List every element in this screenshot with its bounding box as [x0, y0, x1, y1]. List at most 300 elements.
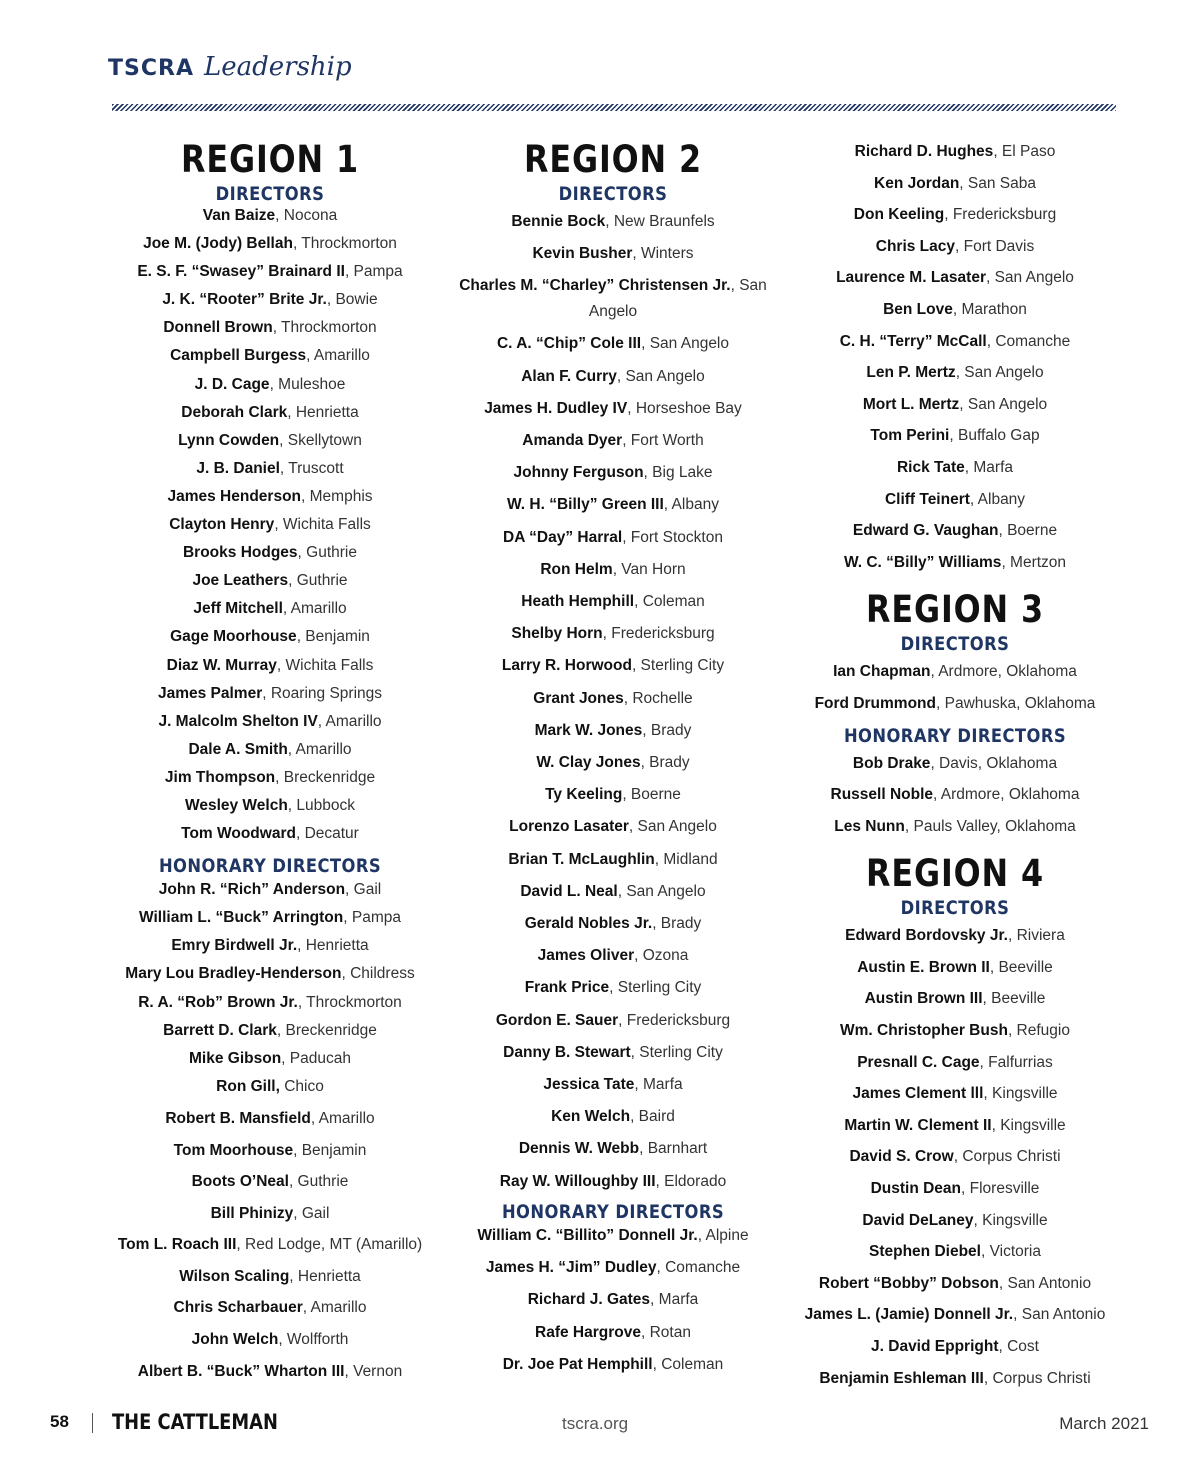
director-name: Ben Love — [883, 300, 953, 318]
director-location: , Boerne — [998, 522, 1058, 540]
director-location: , Beeville — [982, 990, 1046, 1008]
director-name: Mark W. Jones — [534, 721, 643, 739]
director-location: , Floresville — [961, 1180, 1040, 1198]
director-name: David S. Crow — [849, 1148, 954, 1166]
director-location: , Pauls Valley, Oklahoma — [904, 817, 1076, 835]
region-4-heading: REGION 4 — [866, 852, 1044, 896]
director-name: Robert “Bobby” Dobson — [818, 1274, 999, 1292]
brand-label: TSCRA — [108, 56, 194, 81]
director-name: Clayton Henry — [169, 516, 275, 534]
director-location: , Throckmorton — [272, 319, 377, 337]
region-2-directors-list — [453, 206, 773, 1198]
director-location: , San Saba — [959, 174, 1036, 192]
director-entry — [108, 1045, 432, 1073]
director-name: J. Malcolm Shelton IV — [158, 712, 318, 730]
director-entry — [453, 489, 773, 521]
director-entry — [453, 650, 773, 682]
director-location: , Big Lake — [643, 464, 713, 482]
director-name: James Oliver — [537, 947, 635, 965]
director-name: Tom Woodward — [181, 825, 296, 843]
section-title: Leadership — [203, 52, 352, 82]
director-entry — [795, 326, 1115, 358]
director-entry — [795, 420, 1115, 452]
director-location: , San Angelo — [955, 364, 1044, 382]
director-entry — [795, 1205, 1115, 1237]
director-entry — [453, 683, 773, 715]
director-entry — [108, 820, 432, 848]
director-entry — [108, 399, 432, 427]
director-entry — [108, 932, 432, 960]
director-name: Ty Keeling — [545, 786, 623, 804]
director-name: Benjamin Eshleman III — [819, 1369, 984, 1387]
director-location: , Henrietta — [289, 1267, 361, 1285]
director-entry — [453, 811, 773, 843]
region-4-directors-heading: DIRECTORS — [900, 897, 1010, 920]
director-name: James H. Dudley IV — [484, 399, 628, 417]
director-name: Diaz W. Murray — [166, 656, 277, 674]
director-location: , Comanche — [986, 332, 1071, 350]
director-location: , Guthrie — [297, 544, 357, 562]
director-entry — [795, 920, 1115, 952]
director-name: Dale A. Smith — [188, 740, 288, 758]
director-entry — [108, 371, 432, 399]
director-entry — [453, 1069, 773, 1101]
director-name: Mort L. Mertz — [862, 395, 960, 413]
director-entry — [108, 342, 432, 370]
director-location: , Decatur — [295, 825, 359, 843]
director-name: Richard J. Gates — [527, 1291, 651, 1309]
director-location: , Mertzon — [1001, 553, 1067, 571]
director-name: Wm. Christopher Bush — [840, 1022, 1008, 1040]
director-entry — [453, 715, 773, 747]
director-name: Tom L. Roach III — [117, 1236, 237, 1254]
director-location: , Comanche — [656, 1259, 741, 1277]
director-entry — [795, 1110, 1115, 1142]
director-location: , San Angelo — [588, 277, 767, 321]
director-location: , Amarillo — [282, 600, 347, 618]
director-entry — [108, 623, 432, 651]
director-entry — [108, 511, 432, 539]
director-entry — [453, 747, 773, 779]
director-entry — [453, 328, 773, 360]
director-entry — [453, 238, 773, 270]
director-entry — [453, 972, 773, 1004]
director-name: Ford Drummond — [814, 694, 936, 712]
director-location: , Amarillo — [302, 1299, 367, 1317]
director-entry — [108, 764, 432, 792]
director-location: , Falfurrias — [979, 1053, 1053, 1071]
director-entry — [108, 1166, 432, 1198]
director-location: , Lubbock — [287, 796, 356, 814]
director-entry — [795, 199, 1115, 231]
director-location: , Throckmorton — [297, 993, 402, 1011]
director-entry — [795, 1363, 1115, 1395]
director-location: , Benjamin — [296, 628, 370, 646]
director-location: , Winters — [632, 245, 694, 263]
director-location: , Albany — [969, 490, 1026, 508]
director-entry — [795, 1015, 1115, 1047]
director-entry — [453, 1037, 773, 1069]
director-name: Emry Birdwell Jr. — [171, 937, 298, 955]
director-location: , Roaring Springs — [262, 684, 383, 702]
director-location: , Amarillo — [287, 740, 352, 758]
director-entry — [108, 314, 432, 342]
director-name: Joe Leathers — [192, 572, 289, 590]
director-entry — [108, 1017, 432, 1045]
director-location: , San Antonio — [998, 1274, 1092, 1292]
director-name: Martin W. Clement II — [844, 1116, 992, 1134]
director-entry — [795, 1173, 1115, 1205]
director-entry — [453, 1349, 773, 1381]
director-name: Bennie Bock — [511, 213, 606, 230]
director-entry — [453, 876, 773, 908]
director-name: J. D. Cage — [194, 375, 270, 393]
director-name: Donnell Brown — [163, 319, 273, 337]
director-location: , Alpine — [697, 1226, 749, 1244]
director-entry — [453, 908, 773, 940]
director-name: James Clement lll — [852, 1085, 984, 1103]
director-entry — [795, 1141, 1115, 1173]
director-name: Len P. Mertz — [866, 364, 956, 382]
director-location: , Marfa — [650, 1291, 699, 1309]
director-entry — [108, 539, 432, 567]
director-name: Rick Tate — [896, 458, 965, 476]
director-entry — [453, 1220, 773, 1252]
director-location: , Brady — [652, 915, 702, 933]
director-entry — [795, 1331, 1115, 1363]
director-name: Austin Brown III — [864, 990, 983, 1008]
director-entry — [453, 270, 773, 328]
director-entry — [795, 515, 1115, 547]
director-location: , Gail — [293, 1204, 330, 1222]
director-entry — [108, 1229, 432, 1261]
director-name: Presnall C. Cage — [857, 1053, 980, 1071]
director-location: , Van Horn — [612, 560, 686, 578]
director-name: W. Clay Jones — [536, 754, 641, 772]
director-name: Bob Drake — [852, 754, 931, 772]
director-location: , Marfa — [964, 458, 1013, 476]
director-name: Tom Moorhouse — [173, 1141, 294, 1159]
director-name: Jeff Mitchell — [193, 600, 283, 618]
director-name: Mike Gibson — [189, 1049, 282, 1067]
director-name: Shelby Horn — [511, 625, 603, 643]
issue-date: March 2021 — [1059, 1414, 1149, 1433]
director-location: , Marathon — [952, 300, 1027, 318]
director-entry — [453, 457, 773, 489]
director-entry — [453, 844, 773, 876]
director-location: , Amarillo — [317, 712, 382, 730]
director-location: , Memphis — [301, 487, 373, 505]
director-location: , Pawhuska, Oklahoma — [936, 694, 1096, 712]
region-3-honorary-heading: HONORARY DIRECTORS — [843, 724, 1067, 747]
region-1-honorary-list-b — [108, 1103, 432, 1387]
director-name: John R. “Rich” Anderson — [158, 881, 346, 899]
director-entry — [453, 206, 773, 238]
director-location: , Rotan — [640, 1323, 691, 1341]
director-name: Tom Perini — [870, 427, 950, 445]
director-name: Larry R. Horwood — [501, 657, 632, 675]
director-entry — [795, 1047, 1115, 1079]
director-name: James Palmer — [157, 684, 263, 702]
director-entry — [453, 522, 773, 554]
director-name: Brooks Hodges — [182, 544, 298, 562]
director-location: , Muleshoe — [269, 375, 346, 393]
director-name: J. K. “Rooter” Brite Jr. — [162, 291, 327, 309]
director-entry — [453, 940, 773, 972]
director-name: Danny B. Stewart — [503, 1043, 631, 1061]
director-entry — [108, 1103, 432, 1135]
director-location: , Kingsville — [973, 1211, 1048, 1229]
director-name: John Welch — [191, 1331, 279, 1349]
region-1-directors-list — [108, 202, 432, 848]
director-location: , Corpus Christi — [983, 1369, 1091, 1387]
director-name: Cliff Teinert — [884, 490, 970, 508]
director-name: Dr. Joe Pat Hemphill — [502, 1355, 653, 1373]
director-entry — [453, 1284, 773, 1316]
director-location: , Fredericksburg — [602, 625, 715, 643]
director-location: , Boerne — [622, 786, 681, 804]
director-location: , San Angelo — [628, 818, 717, 836]
director-entry — [795, 452, 1115, 484]
director-name: Kevin Busher — [532, 245, 633, 263]
director-name: Albert B. “Buck” Wharton III — [137, 1362, 345, 1380]
director-location: , Refugio — [1007, 1022, 1070, 1040]
director-entry — [108, 1198, 432, 1230]
director-name: James L. (Jamie) Donnell Jr. — [804, 1306, 1014, 1324]
director-entry — [453, 361, 773, 393]
column-region-3-4 — [795, 136, 1115, 1394]
director-name: Robert B. Mansfield — [165, 1109, 311, 1127]
director-name: Boots O’Neal — [191, 1173, 289, 1191]
director-name: Charles M. “Charley” Christensen Jr. — [459, 277, 731, 295]
director-location: , Pampa — [343, 909, 401, 927]
director-entry — [108, 455, 432, 483]
director-name: Dustin Dean — [870, 1180, 962, 1198]
director-name: Alan F. Curry — [521, 367, 617, 385]
director-entry — [795, 1268, 1115, 1300]
magazine-name: THE CATTLEMAN — [112, 1410, 278, 1434]
region-1-directors-heading: DIRECTORS — [215, 183, 325, 205]
director-name: Don Keeling — [853, 206, 945, 224]
director-name: Ian Chapman — [833, 663, 931, 681]
director-location: , Bowie — [326, 291, 378, 309]
director-entry — [108, 876, 432, 904]
director-name: J. David Eppright — [871, 1338, 999, 1355]
director-location: , Kingsville — [991, 1116, 1066, 1134]
director-location: , Fort Worth — [622, 432, 704, 450]
director-location: , Wolfforth — [278, 1331, 349, 1349]
director-entry — [108, 1356, 432, 1388]
director-location: , Truscott — [279, 459, 344, 477]
director-entry — [108, 202, 432, 230]
director-name: James H. “Jim” Dudley — [485, 1259, 657, 1277]
director-location: , San Angelo — [985, 269, 1074, 287]
director-location: , Brady — [640, 754, 690, 772]
director-name: Wilson Scaling — [179, 1267, 290, 1285]
director-name: Edward G. Vaughan — [852, 522, 999, 540]
director-name: Jessica Tate — [543, 1076, 635, 1094]
director-name: Laurence M. Lasater — [836, 269, 986, 287]
director-location: , Davis, Oklahoma — [930, 754, 1058, 772]
director-entry — [108, 736, 432, 764]
director-location: , Guthrie — [288, 572, 348, 590]
director-entry — [108, 960, 432, 988]
director-entry — [108, 904, 432, 932]
director-name: Mary Lou Bradley-Henderson — [125, 965, 342, 983]
director-name: Joe M. (Jody) Bellah — [143, 235, 293, 253]
director-entry — [795, 1299, 1115, 1331]
director-name: Gerald Nobles Jr. — [524, 915, 653, 933]
director-entry — [795, 688, 1115, 720]
director-location: , Henrietta — [287, 403, 359, 421]
director-name: David DeLaney — [862, 1211, 974, 1229]
director-location: , Buffalo Gap — [949, 427, 1040, 445]
director-location: , Fredericksburg — [944, 206, 1057, 224]
director-name: Ray W. Willoughby III — [499, 1172, 656, 1190]
footer-separator — [92, 1413, 93, 1433]
director-entry — [453, 779, 773, 811]
director-location: , Ozona — [634, 947, 689, 965]
director-entry — [795, 262, 1115, 294]
director-entry — [108, 792, 432, 820]
director-entry — [108, 427, 432, 455]
director-name: James Henderson — [167, 487, 302, 505]
director-name: William L. “Buck” Arrington — [139, 909, 344, 927]
director-location: , Wichita Falls — [276, 656, 374, 674]
director-location: , Sterling City — [631, 657, 725, 675]
director-name: Ken Welch — [551, 1108, 631, 1126]
director-location: , Henrietta — [297, 937, 369, 955]
director-entry — [108, 595, 432, 623]
director-entry — [108, 286, 432, 314]
region-3-honorary-list — [795, 748, 1115, 843]
region-4-directors-list — [795, 920, 1115, 1394]
director-name: Russell Noble — [830, 786, 934, 804]
director-location: , New Braunfels — [605, 213, 715, 230]
director-location: , Albany — [663, 496, 719, 514]
director-name: Gage Moorhouse — [170, 628, 297, 646]
director-location: , Rochelle — [623, 689, 693, 707]
director-name: W. C. “Billy” Williams — [843, 553, 1002, 571]
website-url[interactable]: tscra.org — [562, 1414, 629, 1433]
page-header — [108, 52, 352, 82]
director-name: Rafe Hargrove — [535, 1323, 641, 1341]
director-entry — [108, 1324, 432, 1356]
director-location: , Cost — [998, 1338, 1039, 1355]
director-location: , Amarillo — [310, 1109, 375, 1127]
director-name: Heath Hemphill — [521, 593, 635, 611]
director-entry — [108, 1292, 432, 1324]
director-location: , Gail — [345, 881, 382, 899]
director-name: Les Nunn — [834, 817, 905, 835]
director-location: , Sterling City — [630, 1043, 723, 1061]
director-entry — [795, 811, 1115, 843]
region-1-heading: REGION 1 — [181, 138, 359, 181]
director-location: , Ardmore, Oklahoma — [933, 786, 1080, 804]
director-entry — [453, 425, 773, 457]
region-2-heading: REGION 2 — [524, 138, 702, 181]
director-name: Wesley Welch — [184, 796, 288, 814]
director-location: , Victoria — [980, 1243, 1041, 1261]
director-location: , Breckenridge — [275, 768, 376, 786]
director-entry — [108, 708, 432, 736]
director-name: Barrett D. Clark — [163, 1021, 277, 1039]
director-entry — [795, 983, 1115, 1015]
director-location: , El Paso — [993, 143, 1056, 160]
director-name: Stephen Diebel — [869, 1243, 981, 1261]
director-entry — [108, 483, 432, 511]
director-location: , Fort Davis — [955, 237, 1035, 255]
director-location: , Coleman — [634, 593, 705, 611]
director-entry — [453, 393, 773, 425]
region-2-directors-heading: DIRECTORS — [558, 183, 668, 205]
region-2-honorary-heading: HONORARY DIRECTORS — [501, 1200, 725, 1223]
director-entry — [795, 1078, 1115, 1110]
director-entry — [453, 1005, 773, 1037]
director-location: , Skellytown — [279, 431, 362, 449]
director-location: , San Angelo — [641, 335, 730, 353]
director-location: , Beeville — [989, 958, 1053, 976]
director-location: , Midland — [654, 850, 718, 868]
director-location: , Pampa — [344, 263, 403, 281]
director-location: , Nocona — [275, 207, 338, 224]
director-location: , Eldorado — [655, 1172, 727, 1190]
page-footer — [0, 1410, 1200, 1438]
director-name: Ron Gill, — [216, 1077, 280, 1095]
director-location: , Amarillo — [306, 347, 370, 365]
director-name: R. A. “Rob” Brown Jr. — [138, 993, 298, 1011]
director-location: , Baird — [630, 1108, 675, 1126]
region-2-honorary-list — [453, 1220, 773, 1381]
director-name: Dennis W. Webb — [518, 1140, 640, 1158]
director-name: Deborah Clark — [181, 403, 288, 421]
director-entry — [108, 1135, 432, 1167]
director-entry — [795, 952, 1115, 984]
director-location: , Ardmore, Oklahoma — [930, 663, 1077, 681]
director-name: Johnny Ferguson — [513, 464, 644, 482]
director-entry — [108, 1073, 432, 1101]
director-location: Chico — [279, 1077, 324, 1095]
director-entry — [108, 230, 432, 258]
director-entry — [795, 231, 1115, 263]
director-entry — [795, 168, 1115, 200]
region-3-directors-heading: DIRECTORS — [900, 633, 1010, 656]
director-name: Frank Price — [524, 979, 610, 997]
director-name: Jim Thompson — [164, 768, 276, 786]
director-location: , Fredericksburg — [618, 1011, 731, 1029]
director-location: , Guthrie — [288, 1173, 349, 1191]
director-name: Bill Phinizy — [210, 1204, 294, 1222]
region-1-honorary-list-a — [108, 876, 432, 1101]
region-2-directors-continued — [795, 136, 1115, 578]
director-location: , Childress — [341, 965, 415, 983]
director-entry — [795, 389, 1115, 421]
director-location: , Paducah — [281, 1049, 351, 1067]
column-region-1 — [108, 138, 432, 1387]
director-name: Amanda Dyer — [522, 432, 623, 450]
director-name: Van Baize — [202, 207, 276, 224]
director-entry — [453, 1133, 773, 1165]
director-name: Edward Bordovsky Jr. — [845, 927, 1008, 945]
page-number: 58 — [50, 1412, 69, 1431]
director-name: DA “Day” Harral — [503, 528, 623, 546]
director-entry — [108, 652, 432, 680]
director-location: , Brady — [642, 721, 692, 739]
director-name: Lorenzo Lasater — [509, 818, 629, 836]
director-location: , Benjamin — [293, 1141, 367, 1159]
director-location: , Riviera — [1007, 927, 1065, 945]
region-3-directors-list — [795, 656, 1115, 719]
